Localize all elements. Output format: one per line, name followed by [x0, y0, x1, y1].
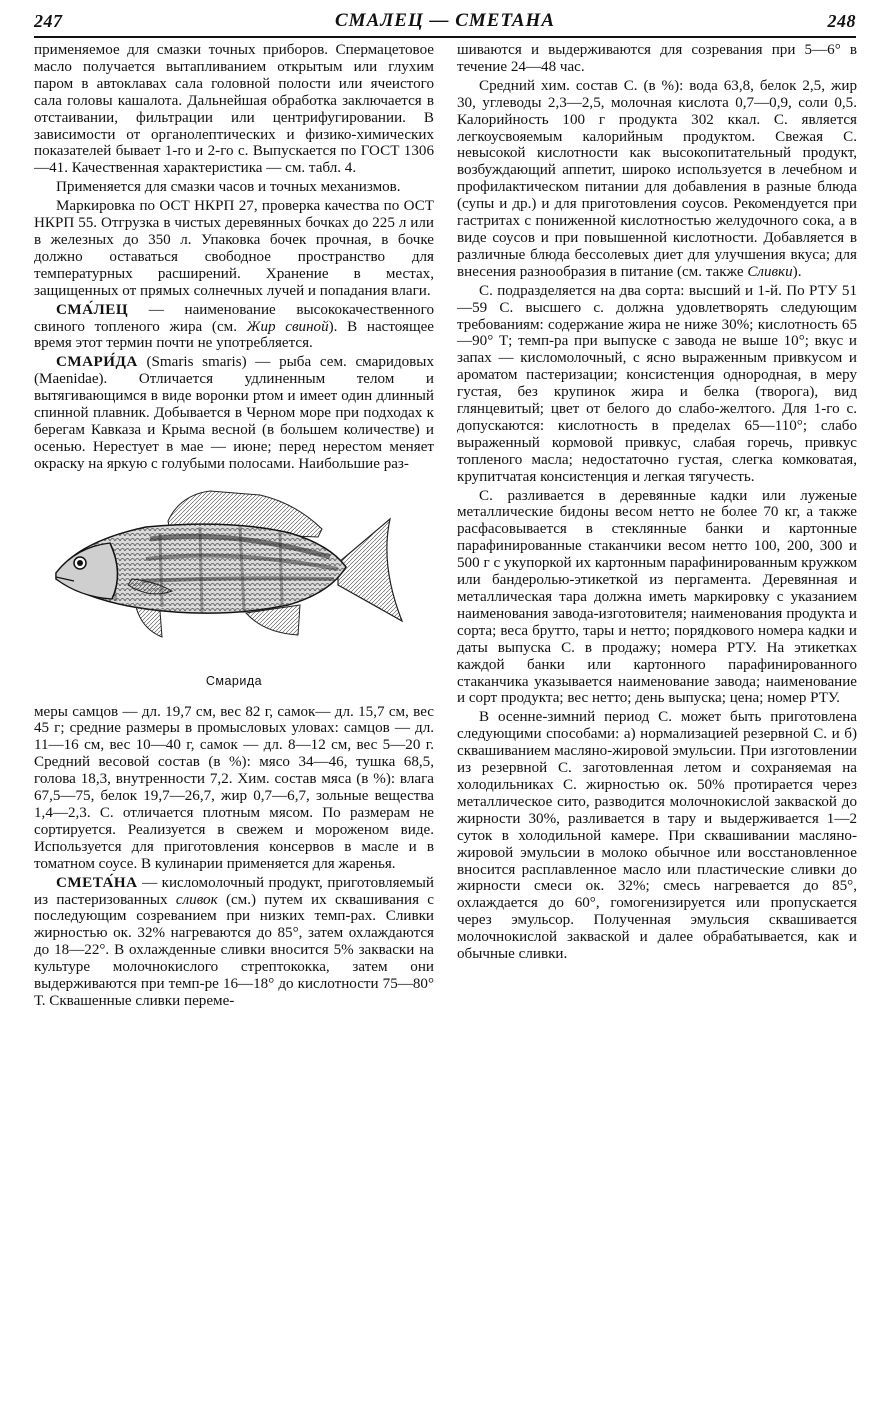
entry-text: (см.) путем их сквашивания с последующим созреванием при низких темп-рах. Сливки жирностью ок. 32% нагреваются до 85°, затем охлаждаются до 18—22°. В охлажденные сливки вносится 5% закваски на культуре молочнокислого стрептококка, затем они выдерживаются при темп-ре 16—18° до кислотности 75—80° Т. Сквашенные сливки переме-: [34, 891, 434, 1009]
fish-illustration: [34, 481, 434, 669]
paragraph: Применяется для смазки часов и точных механизмов.: [56, 179, 401, 196]
cross-reference: Жир свиной: [246, 318, 329, 335]
paragraph: С. разливается в деревянные кадки или луженые металлические бидоны весом нетто не более 70 кг, а также расфасовывается в стеклянные банки и картонные парафинированные стаканчики весом нетто 100, 200, 300 и 500 г с укупоркой их картонным парафинированным кружком или бандеролью-этикеткой из пергамента. Деревянная и металлическая тара должна иметь маркировку с указанием наименования завода-изготовителя; наименования продукта и сорта; веса брутто, тары и нетто; порядкового номера кадки и даты выпуска С. в продажу; номера РТУ. На этикетках каждой банки или картонного парафинированного стаканчика указывается наименование завода; наименование и сорт продукта; вес нетто; день выпуска; цена; номер РТУ.: [457, 487, 857, 707]
paragraph: В осенне-зимний период С. может быть приготовлена следующими способами: а) нормализацией резервной С. и б) сквашиванием масляно-жировой эмульсии. При изготовлении из резервной С. заготовленная летом и сохраняемая на холодильниках С. жирностью ок. 50% протирается через металлическое сито, разводится молочнокислой закваской до жирности 30%, разливается в тару и выдерживается 1—2 суток в холодильной камере. При сквашивании масляно-жировой эмульсии в молоко обычное или восстановленное вносится расплавленное масло или пластические сливки до жирности смеси ок. 32%; смесь нагревается до 85°, охлаждается до 60°, гомогенизируется или пропускается через эмульсор. Полученная эмульсия сквашивается молочнокислой закваской и далее обрабатывается, как и обычные сливки.: [457, 709, 857, 963]
entry-term: СМЕТА́НА: [56, 874, 138, 891]
paragraph: [457, 78, 857, 281]
paragraph: меры самцов — дл. 19,7 см, вес 82 г, самок— дл. 15,7 см, вес 45 г; средние размеры в промысловых уловах: самцов — дл. 11—16 см, вес 10—40 г, самок — дл. 8—12 см, вес 5—20 г. Средний весовой состав (в %): мясо 34—46, тушка 68,5, голова 18,3, внутренности 7,2. Хим. состав мяса (в %): влага 67,5—75, белок 19,7—26,7, жир 0,7—6,7, зольные вещества 1,4—2,3. С. отличается плотным мясом. По размерам не сортируется. Реализуется в свежем и мороженом виде. Используется для приготовления консервов в масле и в томатном соусе. В кулинарии применяется для жаренья.: [34, 703, 434, 872]
entry-text: ). В настоящее время этот термин почти не употребляется.: [34, 318, 434, 352]
cross-reference: сливок: [175, 891, 218, 908]
right-column: [457, 42, 857, 963]
running-header: [34, 8, 856, 38]
paragraph: С. подразделяется на два сорта: высший и 1-й. По РТУ 51—59 С. высшего с. должна удовлетворять следующим требованиям: содержание жира не ниже 30%; кислотность 65—90° Т; темп-ра при выпуске с завода не выше 10°; вкус и запах — кисломолочный, с ясно выраженным привкусом и ароматом пастеризации; консистенция однородная, в меру густая, без крупинок жира и белка (творога), вид глянцевитый; цвет от белого до слабо-желтого. Для 1-го с. допускаются: кислотность в пределах 65—110°; слабо выраженный кормовой привкус, слабая горечь, привкус топленого масла; недостаточно густая, слегка комковатая, крупитчатая консистенция и легкая тягучесть.: [457, 282, 857, 485]
paragraph-text: ).: [792, 263, 802, 280]
paragraph: Маркировка по ОСТ НКРП 27, проверка качества по ОСТ НКРП 55. Отгрузка в чистых деревянных бочках до 225 л или в железных до 350 л. Упаковка бочек прочная, в бочке должно оставаться свободное пространство для температурных расширений. Хранение в местах, защищенных от прямых солнечных лучей и попадания влаги.: [34, 198, 434, 299]
left-column: [34, 42, 434, 1010]
entry-text: (Smaris smaris) — рыба сем. смаридовых (Maenidae). Отличается удлиненным телом и вытягивающимся в виде воронки ртом и имеет один длинный спинной плавник. Добывается в Черном море при подходах к берегам Кавказа и Крыма весной (в большем количестве) и осенью. Нерестует в мае — июне; перед нерестом меняет окраску на яркую с голубыми полосами. Наибольшие раз-: [34, 354, 434, 472]
entry-smalets: [34, 302, 434, 353]
figure-caption: Смарида: [205, 673, 263, 688]
header-title: СМАЛЕЦ — СМЕТАНА: [335, 10, 555, 31]
page-number-right: 248: [827, 11, 856, 31]
entry-smarida: [34, 354, 434, 472]
paragraph: применяемое для смазки точных приборов. Спермацетовое масло получается вытапливанием открытым или глухим паром в автоклавах сала головной полости или ячеистого сала головы кашалота. Дальнейшая обработка заключается в отстаивании, фильтрации или центрифугировании. В зависимости от органолептических и физико-химических показателей бывает 1-го и 2-го с. Выпускается по ГОСТ 1306—41. Качественная характеристика — см. табл. 4.: [34, 42, 434, 177]
fish-icon: [50, 481, 410, 669]
entry-text: — кисломолочный продукт, приготовляемый из пастеризованных: [34, 874, 434, 908]
paragraph: шиваются и выдерживаются для созревания при 5—6° в течение 24—48 час.: [457, 42, 857, 75]
entry-term: СМАРИ́ДА: [56, 354, 138, 371]
entry-term: СМА́ЛЕЦ: [56, 301, 129, 318]
entry-smetana: [34, 875, 434, 1010]
page-number-left: 247: [34, 11, 63, 31]
entry-text: — наименование высококачественного свиного топленого жира (см.: [34, 301, 434, 335]
cross-reference: Сливки: [747, 263, 793, 280]
paragraph-text: Средний хим. состав С. (в %): вода 63,8, белок 2,5, жир 30, углеводы 2,3—2,5, молочная кислота 0,7—0,9, соли 0,5. Калорийность 100 г продукта 302 ккал. С. является легкоусвояемым калорийным продуктом. Свежая С. невысокой кислотности как высокопитательный продукт, возбуждающий аппетит, широко используется в лечебном и профилактическом питании для добавления в разные блюда (супы и др.) и для приготовления соусов. Рекомендуется при гастритах с пониженной кислотностью желудочного сока, а в виде соусов и при повышенной кислотности. Добавляется в различные блюда бессолевых диет для улучшения вкуса; для внесения разнообразия в питание (см. также: [457, 77, 857, 280]
